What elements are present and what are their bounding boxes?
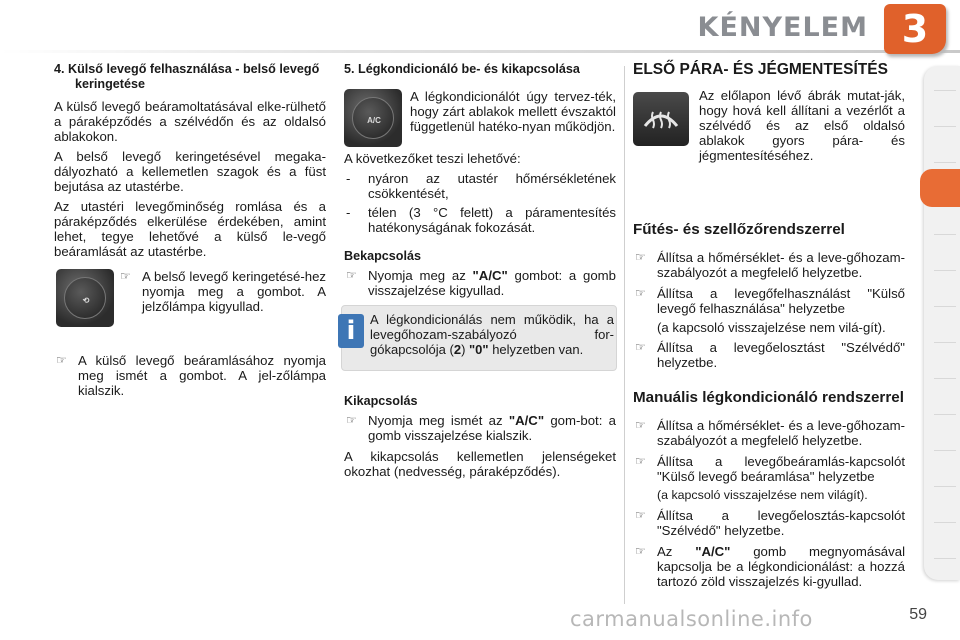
pointing-hand-icon: ☞ bbox=[635, 544, 646, 558]
section-heading: 5. Légkondicionáló be- és kikapcsolása bbox=[344, 62, 580, 76]
chapter-tab[interactable] bbox=[934, 90, 956, 91]
bullet-text: gom-bot: a gomb visszajelzése kialszik. bbox=[368, 413, 616, 443]
bullet-text: Állítsa a hőmérséklet- és a leve-gőhozam-szabályozót a megfelelő helyzetbe. bbox=[657, 250, 905, 280]
chapter-tab[interactable] bbox=[934, 378, 956, 379]
dash-item: - nyáron az utastér hőmérsékletének csökkentését, bbox=[346, 171, 616, 201]
paragraph: A légkondicionálót úgy tervez-ték, hogy zárt ablakok mellett évszaktól függetlenül hatéko-nyan működjön. bbox=[410, 89, 616, 134]
column-air-conditioning-off bbox=[344, 394, 616, 484]
paragraph: Az utastéri levegőminőség romlása és a páraképződés elkerülése érdekében, amint lehet, tegye lehetővé a külső le-vegő beáramlását az utastérbe. bbox=[54, 199, 326, 259]
note-text: (a kapcsoló visszajelzése nem vilá-gít). bbox=[657, 320, 886, 335]
bullet-text: gomb megnyomásával kapcsolja be a légkondicionálást: a hozzá tartozó zöld visszajelzés ki-gyullad. bbox=[657, 544, 905, 589]
dash-item: - télen (3 °C felett) a páramentesítés hatékonyságának fokozását. bbox=[346, 205, 616, 235]
paragraph: A kikapcsolás kellemetlen jelenségeket okozhat (nedvesség, páraképződés). bbox=[344, 449, 616, 479]
bullet-text: Állítsa a levegőelosztást "Szélvédő" helyzetbe. bbox=[657, 340, 905, 370]
bullet-text: gombot: a gomb visszajelzése kigyullad. bbox=[368, 268, 616, 298]
chapter-tab[interactable] bbox=[934, 126, 956, 127]
subsection-heading: Manuális légkondicionáló rendszerrel bbox=[633, 389, 904, 406]
column-air-conditioning bbox=[344, 62, 616, 304]
recirculation-knob-icon: ⟲ bbox=[64, 277, 106, 319]
bullet-text: Nyomja meg ismét az bbox=[368, 413, 509, 428]
dash-text: nyáron az utastér hőmérsékletének csökkentését, bbox=[368, 171, 616, 201]
pointing-hand-icon: ☞ bbox=[635, 250, 646, 264]
chapter-tab[interactable] bbox=[934, 162, 956, 163]
bullet-text: Az bbox=[657, 544, 696, 559]
dash-text: télen (3 °C felett) a páramentesítés hatékonyságának fokozását. bbox=[368, 205, 616, 235]
recirculation-block bbox=[54, 269, 326, 341]
bullet-text: Állítsa a hőmérséklet- és a leve-gőhozam-szabályozót a megfelelő helyzetbe. bbox=[657, 418, 905, 448]
pointing-hand-icon: ☞ bbox=[56, 353, 67, 367]
chapter-tab[interactable] bbox=[934, 306, 956, 307]
chapter-tab[interactable] bbox=[934, 486, 956, 487]
chapter-tab[interactable] bbox=[934, 342, 956, 343]
chapter-number-badge: 3 bbox=[884, 4, 946, 54]
button-label: "A/C" bbox=[472, 268, 508, 283]
instruction-bullet bbox=[633, 286, 905, 316]
pointing-hand-icon: ☞ bbox=[120, 269, 131, 283]
instruction-bullet bbox=[633, 454, 905, 484]
instruction-bullet bbox=[633, 250, 905, 280]
page-number: 59 bbox=[909, 606, 927, 623]
bullet-text: Állítsa a levegőbeáramlás-kapcsolót "Külső levegő beáramlása" helyzetbe bbox=[657, 454, 905, 484]
chapter-tab[interactable] bbox=[934, 558, 956, 559]
column-recirculation bbox=[54, 62, 326, 404]
paragraph: A belső levegő keringetésével megaka-dályozható a kellemetlen szagok és a füst bejutása az utastérbe. bbox=[54, 149, 326, 194]
ac-button-icon bbox=[344, 89, 402, 147]
watermark: carmanualsonline.info bbox=[570, 607, 813, 631]
column-divider bbox=[624, 66, 625, 604]
column-demisting bbox=[633, 62, 905, 595]
ac-knob-icon: A/C bbox=[352, 97, 394, 139]
info-icon: i bbox=[338, 314, 364, 348]
bullet-text: Állítsa a levegőfelhasználást "Külső levegő felhasználása" helyzetbe bbox=[657, 286, 905, 316]
subsection-heading: Bekapcsolás bbox=[344, 249, 422, 263]
pointing-hand-icon: ☞ bbox=[635, 286, 646, 300]
pointing-hand-icon: ☞ bbox=[635, 454, 646, 468]
paragraph: A következőket teszi lehetővé: bbox=[344, 151, 521, 166]
front-defrost-icon bbox=[633, 92, 689, 146]
pointing-hand-icon: ☞ bbox=[635, 508, 646, 522]
section-heading: 4. Külső levegő felhasználása - belső levegő keringetése bbox=[54, 62, 320, 91]
note-text: (a kapcsoló visszajelzése nem világít). bbox=[657, 488, 868, 502]
header-divider bbox=[0, 50, 960, 53]
chapter-title: KÉNYELEM bbox=[697, 12, 868, 43]
instruction-bullet bbox=[633, 508, 905, 538]
ac-intro-block bbox=[344, 89, 616, 147]
bullet-text: A belső levegő keringetésé-hez nyomja meg a gombot. A jelzőlámpa kigyullad. bbox=[142, 269, 326, 314]
bullet-text: Nyomja meg az bbox=[368, 268, 473, 283]
chapter-tab[interactable] bbox=[934, 234, 956, 235]
instruction-bullet bbox=[344, 268, 616, 298]
section-heading: ELSŐ PÁRA- ÉS JÉGMENTESÍTÉS bbox=[633, 61, 888, 78]
instruction-bullet bbox=[633, 340, 905, 370]
instruction-bullet bbox=[118, 269, 326, 314]
chapter-tab[interactable] bbox=[934, 450, 956, 451]
pointing-hand-icon: ☞ bbox=[635, 418, 646, 432]
page-header bbox=[0, 0, 960, 62]
paragraph: A külső levegő beáramoltatásával elke-rülhető a páraképződés a szélvédőn és az oldalsó ablakokon. bbox=[54, 99, 326, 144]
chapter-tabs bbox=[924, 66, 960, 580]
demisting-intro-block bbox=[633, 90, 905, 162]
instruction-bullet bbox=[344, 413, 616, 443]
button-label: "A/C" bbox=[695, 544, 731, 559]
button-label: "A/C" bbox=[508, 413, 545, 428]
info-note-box bbox=[341, 305, 617, 371]
pointing-hand-icon: ☞ bbox=[635, 340, 646, 354]
bullet-text: Állítsa a levegőelosztás-kapcsolót "Szélvédő" helyzetbe. bbox=[657, 508, 905, 538]
bullet-text: A külső levegő beáramlásához nyomja meg ismét a gombot. A jel-zőlámpa kialszik. bbox=[78, 353, 326, 398]
instruction-bullet bbox=[633, 418, 905, 448]
chapter-tab[interactable] bbox=[934, 522, 956, 523]
pointing-hand-icon: ☞ bbox=[346, 413, 357, 427]
chapter-tab[interactable] bbox=[934, 270, 956, 271]
chapter-tab[interactable] bbox=[934, 414, 956, 415]
instruction-bullet bbox=[54, 353, 326, 398]
subsection-heading: Fűtés- és szellőzőrendszerrel bbox=[633, 221, 845, 238]
recirculation-button-icon bbox=[56, 269, 114, 327]
chapter-tab-active[interactable] bbox=[920, 169, 960, 207]
pointing-hand-icon: ☞ bbox=[346, 268, 357, 282]
subsection-heading: Kikapcsolás bbox=[344, 394, 418, 408]
instruction-bullet bbox=[633, 544, 905, 589]
paragraph: Az előlapon lévő ábrák mutat-ják, hogy hová kell állítani a vezérlőt a szélvédő és az első oldalsó ablakok gyors pára- és jégmentesítéséhez. bbox=[699, 88, 905, 163]
info-note-text: A légkondicionálás nem működik, ha a levegőhozam-szabályozó for-gókapcsolója (2) "0" helyzetben van. bbox=[370, 312, 614, 357]
